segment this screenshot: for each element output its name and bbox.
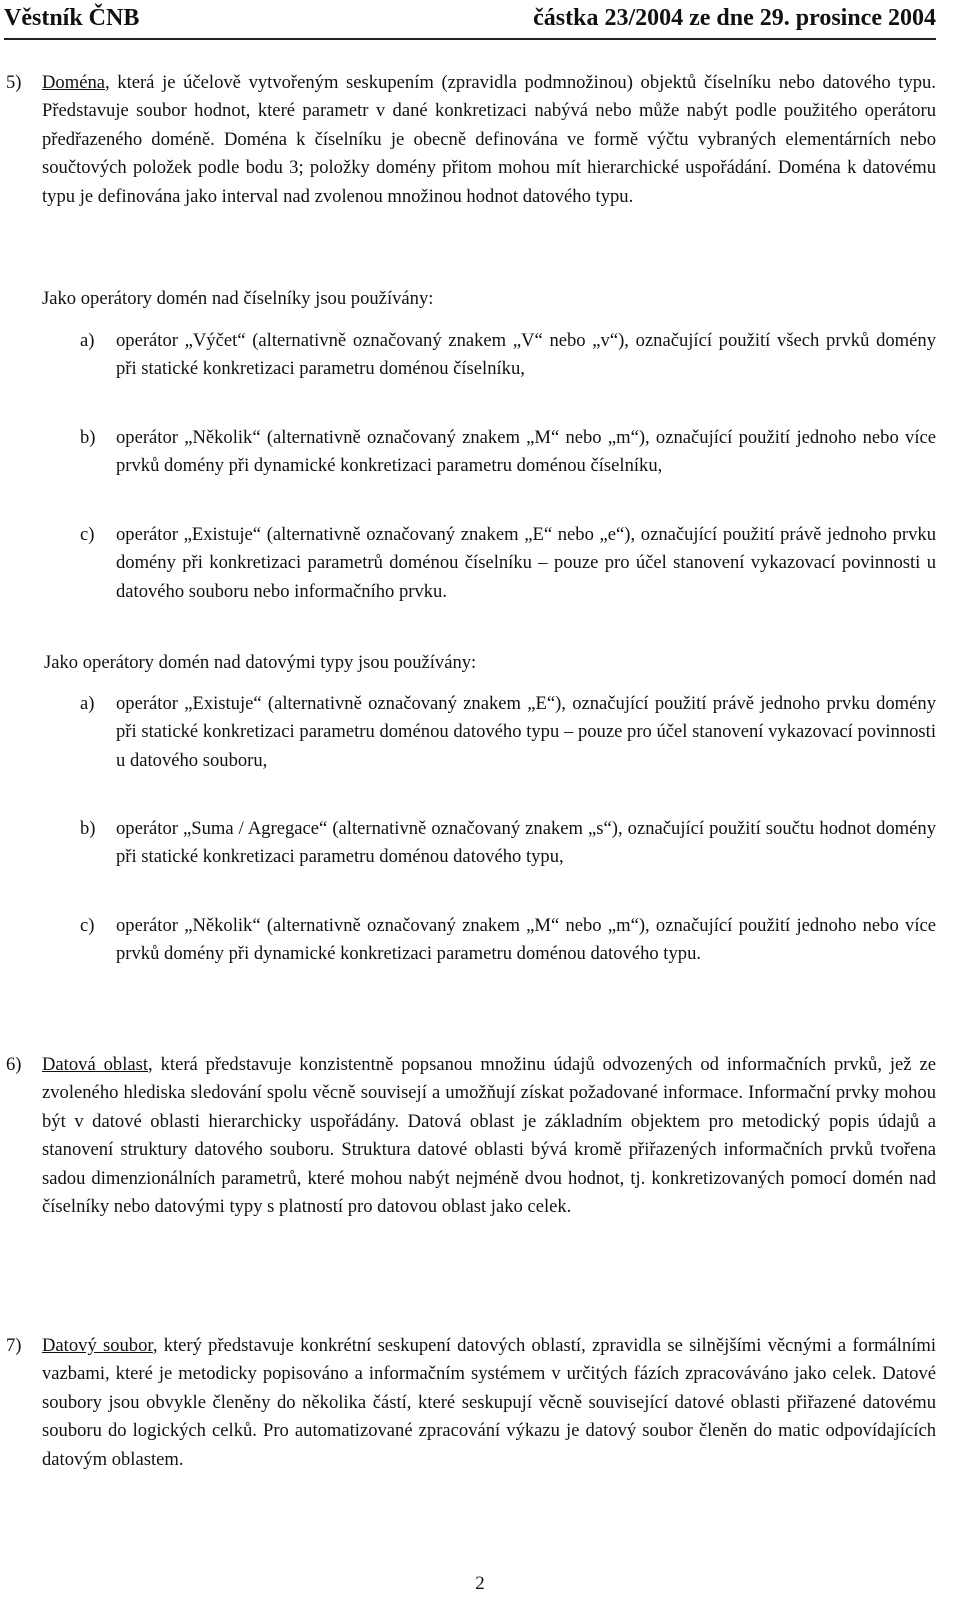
codelist-op-c: operátor „Existuje“ (alternativně označovaný znakem „E“ nebo „e“), označující použití právě jednoho prvku domény při konkretizaci parametrů doménou číselníku – pouze pro účel stanovení vykazovací povinnosti u datového souboru nebo informačního prvku. [116, 524, 936, 602]
section-5-text: , která je účelově vytvořeným seskupením (zpravidla podmnožinou) objektů číselníku nebo datového typu. Představuje soubor hodnot, které parametr v dané konkretizaci nabývá nebo může nabýt podle použitého operátoru předřazeného doméně. Doména k číselníku je obecně definována ve formě výčtu vybraných elementárních nebo součtových položek podle bodu 3; položky domény přitom mohou mít hierarchické uspořádání. Doména k datovému typu je definována jako interval nad zvolenou množinou hodnot datového typu. [42, 72, 936, 207]
section-5-term: Doména [42, 72, 105, 93]
datatype-op-a-label: a) [80, 693, 95, 714]
codelist-op-a: operátor „Výčet“ (alternativně označovaný znakem „V“ nebo „v“), označující použití všech prvků domény při statické konkretizaci parametru doménou číselníku, [116, 330, 936, 380]
section-6-text: , která představuje konzistentně popsanou množinu údajů odvozených od informačních prvků, jež ze zvoleného hlediska sledování spolu věcně souvisejí a umožňují získat požadované informace. Informační prvky mohou být v datové oblasti hierarchicky uspořádány. Datová oblast je základním objektem pro metodický popis údajů a stanovení struktury datového souboru. Struktura datové oblasti bývá kromě přiřazených informačních prvků tvořena sadou dimenzionálních parametrů, které mohou nabýt nejméně dvou hodnot, tj. konkretizovaných pomocí domén nad číselníky nebo datovými typy s platností pro datovou oblast jako celek. [42, 1054, 936, 1218]
section-7-term: Datový soubor [42, 1335, 153, 1356]
section-7-number: 7) [6, 1335, 22, 1356]
section-6-number: 6) [6, 1054, 22, 1075]
page-number: 2 [475, 1573, 485, 1594]
codelist-op-b-label: b) [80, 427, 96, 448]
datatype-op-b-label: b) [80, 818, 96, 839]
datatype-op-c-label: c) [80, 915, 95, 936]
issue-info: částka 23/2004 ze dne 29. prosince 2004 [533, 5, 936, 31]
codelist-op-a-label: a) [80, 330, 95, 351]
section-5-number: 5) [6, 72, 22, 93]
datatype-op-a: operátor „Existuje“ (alternativně označovaný znakem „E“), označující použití právě jednoho prvku domény při statické konkretizaci parametru doménou datového typu – pouze pro účel stanovení vykazovací povinnosti u datového souboru, [116, 693, 936, 771]
codelist-op-c-label: c) [80, 524, 95, 545]
journal-title: Věstník ČNB [4, 5, 140, 31]
section-7-paragraph [42, 1332, 936, 1474]
codelist-op-b: operátor „Několik“ (alternativně označovaný znakem „M“ nebo „m“), označující použití jednoho nebo více prvků domény při dynamické konkretizaci parametru doménou číselníku, [116, 427, 936, 477]
datatype-op-b: operátor „Suma / Agregace“ (alternativně označovaný znakem „s“), označující použití součtu hodnot domény při statické konkretizaci parametru doménou datového typu, [116, 818, 936, 868]
page-header [4, 2, 936, 40]
section-7-text: , který představuje konkrétní seskupení datových oblastí, zpravidla se silnějšími věcnými a formálními vazbami, které je metodicky popisováno a informačním systémem v určitých fázích zpracováváno jako celek. Datové soubory jsou obvykle členěny do několika částí, které seskupují věcně související datové oblasti přiřazené datovému souboru do logických celků. Pro automatizované zpracování výkazu je datový soubor členěn do matic odpovídajících datovým oblastem. [42, 1335, 936, 1470]
section-6-term: Datová oblast [42, 1054, 149, 1075]
datatype-operators-intro: Jako operátory domén nad datovými typy jsou používány: [44, 652, 477, 673]
section-6-paragraph [42, 1051, 936, 1221]
section-5-paragraph [42, 69, 936, 273]
datatype-op-c: operátor „Několik“ (alternativně označovaný znakem „M“ nebo „m“), označující použití jednoho nebo více prvků domény při dynamické konkretizaci parametru doménou datového typu. [116, 915, 936, 965]
codelist-operators-intro: Jako operátory domén nad číselníky jsou používány: [42, 288, 434, 309]
